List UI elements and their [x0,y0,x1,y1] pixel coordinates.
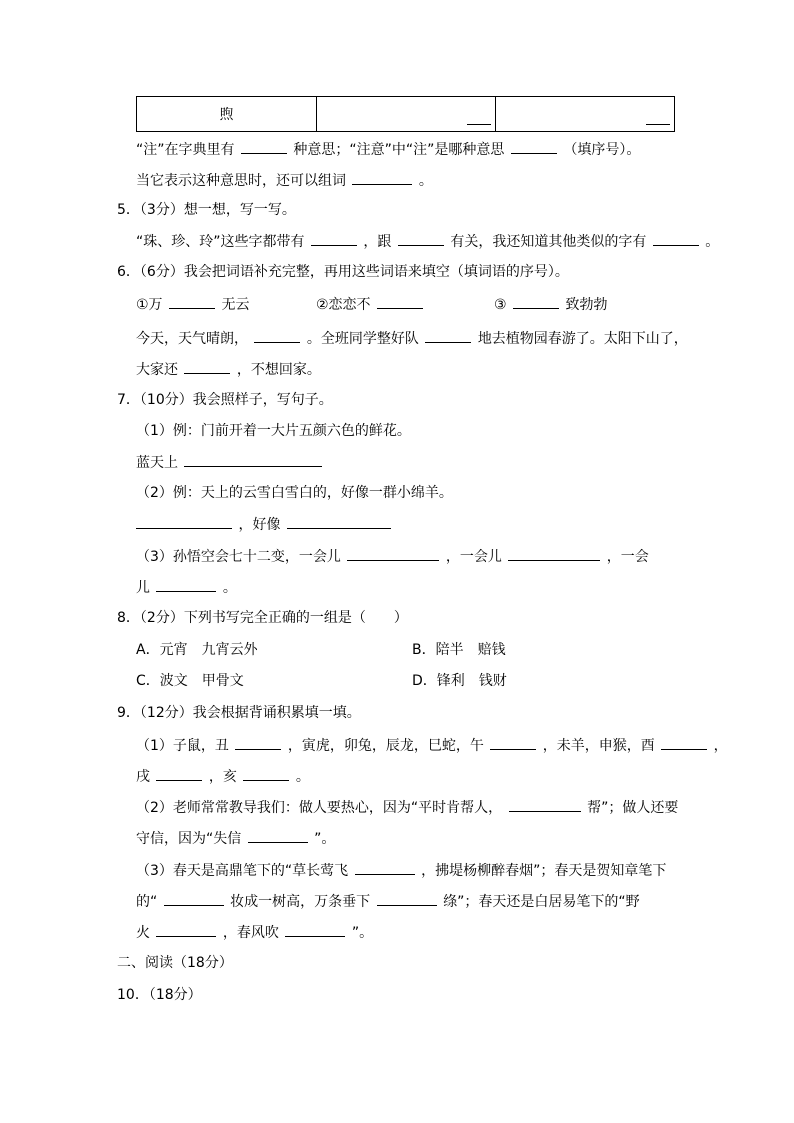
q9-part-3-cont: 的“ 妆成一树高，万条垂下 绦”；春天还是白居易笔下的“野 [136,891,640,912]
table-cell-char [137,97,317,132]
character-table [136,96,675,132]
q7-answer-1: 蓝天上 [136,452,324,473]
q5-header: 5．（3分）想一想，写一写。 [117,202,296,218]
q8-option-d[interactable]: D．锋利 钱财 [412,673,507,689]
q6-header: 6．（6分）我会把词语补充完整，再用这些词语来填空（填词语的序号）。 [117,264,569,280]
answer-blank[interactable] [156,577,216,592]
q10-header: 10．（18分） [117,987,202,1003]
answer-blank[interactable] [355,860,415,875]
q9-part-2-cont: 守信，因为“失信 ”。 [136,828,335,849]
answer-blank[interactable] [509,797,581,812]
answer-blank[interactable] [352,170,412,185]
answer-blank[interactable] [285,922,345,937]
q5-line: “珠、珍、玲”这些字都带有 ，跟 有关，我还知道其他类似的字有 。 [136,231,719,252]
answer-blank[interactable] [287,514,391,529]
section-title-reading: 二、阅读（18分） [117,955,233,971]
q7-sentence-3: （3）孙悟空会七十二变，一会儿 ，一会儿 ，一会 [136,546,649,567]
answer-blank[interactable] [248,828,308,843]
answer-blank[interactable] [661,735,707,750]
answer-blank[interactable] [513,294,559,309]
answer-blank[interactable] [511,139,557,154]
answer-blank[interactable] [347,546,439,561]
q7-header: 7．（10分）我会照样子，写句子。 [117,392,333,408]
q6-option-2: ②恋恋不 [316,294,425,315]
q7-answer-2: ，好像 [136,514,393,535]
answer-blank[interactable] [184,359,230,374]
q9-part-2: （2）老师常常教导我们：做人要热心，因为“平时肯帮人， 帮”；做人还要 [136,797,678,818]
answer-blank[interactable] [243,766,289,781]
answer-blank[interactable] [425,328,471,343]
q8-option-c[interactable]: C．波文 甲骨文 [136,673,244,689]
answer-blank[interactable] [490,735,536,750]
answer-blank[interactable] [156,766,202,781]
q9-part-3-end: 火 ，春风吹 ”。 [136,922,373,943]
q9-part-1-cont: 戌 ，亥 。 [136,766,310,787]
answer-blank[interactable] [164,891,224,906]
answer-blank[interactable] [653,231,699,246]
answer-blank[interactable] [136,514,232,529]
answer-blank[interactable] [467,124,491,125]
answer-blank[interactable] [254,328,300,343]
q4-line-1: “注”在字典里有 种意思；“注意”中“注”是哪种意思 （填序号）。 [136,139,640,160]
answer-blank[interactable] [169,294,215,309]
q6-option-1: ①万 无云 [136,294,249,315]
answer-blank[interactable] [156,922,216,937]
answer-blank[interactable] [311,231,357,246]
table-cell-blank-2[interactable] [496,97,675,132]
q8-option-b[interactable]: B．陪半 赔钱 [412,642,506,658]
q6-paragraph-2: 大家还 ，不想回家。 [136,359,321,380]
q6-paragraph-1: 今天，天气晴朗， 。全班同学整好队 地去植物园春游了。太阳下山了， [136,328,688,349]
q9-part-1: （1）子鼠，丑 ，寅虎，卯兔，辰龙，巳蛇，午 ，未羊，申猴，酉 ， [136,735,728,756]
answer-blank[interactable] [235,735,281,750]
answer-blank[interactable] [184,452,322,467]
q4-line-2: 当它表示这种意思时，还可以组词 。 [136,170,433,191]
answer-blank[interactable] [241,139,287,154]
table-char: 煦 [219,107,234,123]
q6-option-3: ③ 致勃勃 [494,294,607,315]
q9-header: 9．（12分）我会根据背诵积累填一填。 [117,705,361,721]
q7-example-2: （2）例：天上的云雪白雪白的，好像一群小绵羊。 [136,485,453,501]
table-row [137,97,675,132]
q8-option-a[interactable]: A．元宵 九宵云外 [136,642,258,658]
q7-example-1: （1）例：门前开着一大片五颜六色的鲜花。 [136,423,411,439]
answer-blank[interactable] [377,294,423,309]
answer-blank[interactable] [377,891,437,906]
q7-sentence-3-cont: 儿 。 [136,577,237,598]
answer-blank[interactable] [646,124,670,125]
table-cell-blank-1[interactable] [317,97,496,132]
answer-blank[interactable] [398,231,444,246]
q9-part-3: （3）春天是高鼎笔下的“草长莺飞 ，拂堤杨柳醉春烟”；春天是贺知章笔下 [136,860,666,881]
q8-header: 8．（2分）下列书写完全正确的一组是（ ） [117,610,408,626]
answer-blank[interactable] [508,546,600,561]
